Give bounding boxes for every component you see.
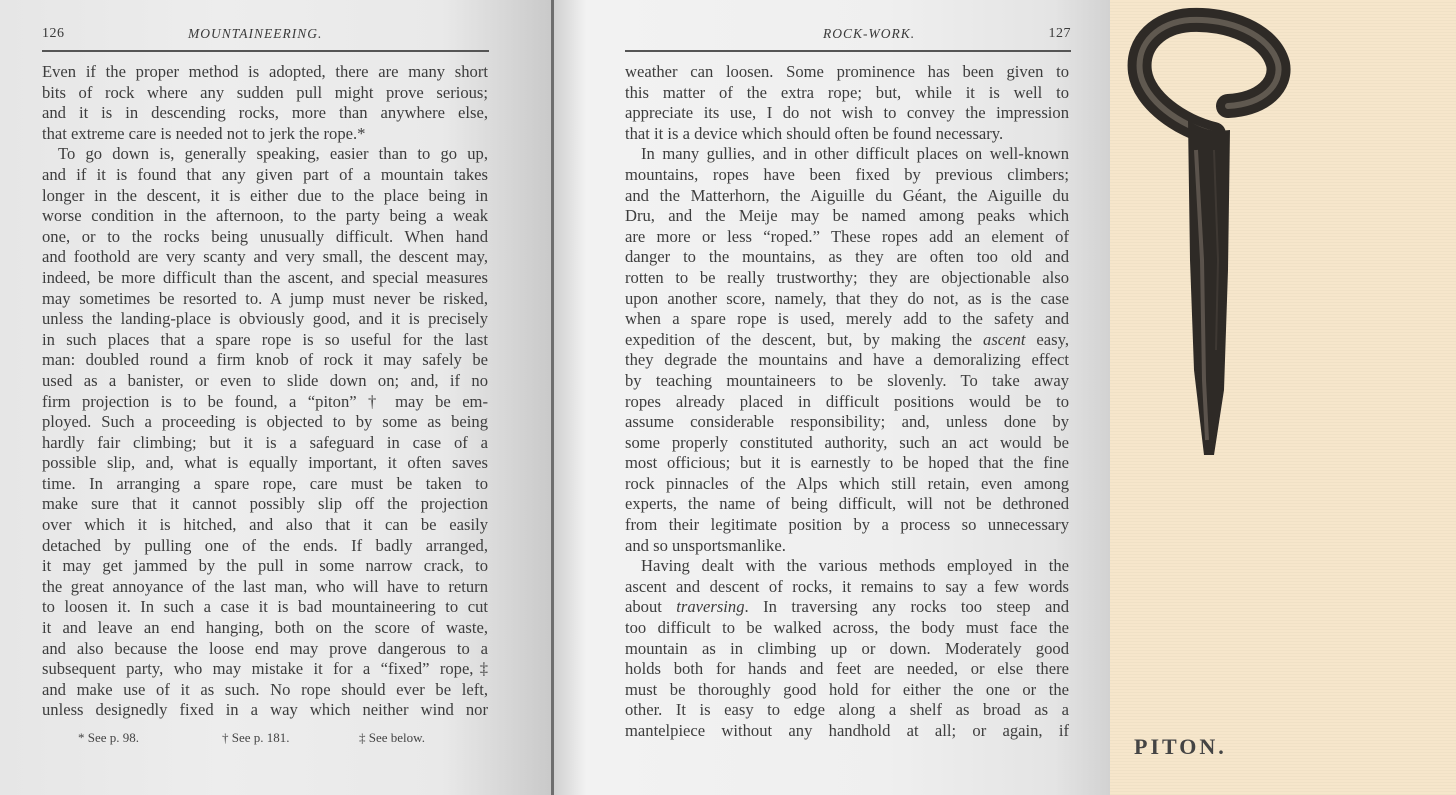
text-line: Having dealt with the various methods employed in the xyxy=(641,556,1069,576)
left-running-title: MOUNTAINEERING. xyxy=(188,26,323,41)
text-line: detached by pulling one of the ends. If badly arranged, xyxy=(42,535,488,555)
text-line: In many gullies, and in other difficult places on well-known xyxy=(641,144,1069,164)
text-line: and the Matterhorn, the Aiguille du Géant, the Aiguille du xyxy=(625,185,1069,205)
text-line: worse condition in the afternoon, to the party being a weak xyxy=(42,206,488,226)
text-line: and foothold are very scanty and very small, the descent may, xyxy=(42,247,488,267)
text-fragment: easy, xyxy=(1025,329,1069,349)
text-line: must be thoroughly good hold for either the one or the xyxy=(625,679,1069,699)
text-line: ropes already placed in difficult positions would be to xyxy=(625,391,1069,411)
italic-traversing: traversing xyxy=(676,597,745,617)
text-line: that it is a device which should often be found necessary. xyxy=(625,123,1004,143)
text-line: and if it is found that any given part of a mountain takes xyxy=(42,164,488,184)
book-gutter xyxy=(551,0,554,795)
text-line: bits of rock where any sudden pull might prove serious; xyxy=(42,82,488,102)
text-line: Even if the proper method is adopted, there are many short xyxy=(42,62,488,81)
text-line: used as a banister, or even to slide down on; and, if no xyxy=(42,370,488,390)
text-line: rotten to be really trustworthy; they are objectionable also xyxy=(625,267,1069,287)
right-running-head xyxy=(625,26,1071,46)
left-running-head xyxy=(42,26,489,46)
text-line: longer in the descent, it is either due to the place being in xyxy=(42,185,488,205)
text-line: may sometimes be resorted to. A jump must never be risked, xyxy=(42,288,488,308)
footnotes xyxy=(42,730,489,748)
right-header-rule xyxy=(625,50,1071,52)
text-line: make sure that it cannot possibly slip off the projection xyxy=(42,494,488,514)
text-line: over which it is hitched, and also that it can be easily xyxy=(42,515,488,535)
text-line: unless designedly fixed in a way which neither wind nor xyxy=(42,700,488,720)
text-line: Dru, and the Meije may be named among peaks which xyxy=(625,206,1069,226)
text-line: mountains, ropes have been fixed by previous climbers; xyxy=(625,164,1069,184)
left-header-rule xyxy=(42,50,489,52)
text-line: unless the landing-place is obviously good, and it is precisely xyxy=(42,309,488,329)
illustration-plate xyxy=(1110,0,1456,795)
text-line: subsequent party, who may mistake it for a “fixed” rope,‡ xyxy=(42,659,488,679)
italic-ascent: ascent xyxy=(983,329,1026,349)
text-fragment: about xyxy=(625,597,677,617)
right-page-number: 127 xyxy=(1048,26,1071,41)
text-line: by teaching mountaineers to be slovenly. To take away xyxy=(625,370,1069,390)
text-line: too difficult to be walked across, the body must face the xyxy=(625,618,1069,638)
text-line: when a spare rope is used, merely add to the safety and xyxy=(625,309,1069,329)
text-line: and it is in descending rocks, more than anywhere else, xyxy=(42,103,488,123)
plate-caption: PITON. xyxy=(1134,734,1227,759)
footnote-double-dagger: ‡ See below. xyxy=(359,730,425,745)
text-line: ascent and descent of rocks, it remains to say a few words xyxy=(625,576,1069,596)
piton-drawing-icon xyxy=(1110,0,1456,795)
text-fragment: expedition of the descent, but, by making the xyxy=(625,329,984,349)
text-line: and make use of it as such. No rope should ever be left, xyxy=(42,679,488,699)
text-line: experts, the name of being difficult, will not be dethroned xyxy=(625,494,1069,514)
text-line: danger to the mountains, as they are often too old and xyxy=(625,247,1069,267)
text-line: in such places that a spare rope is so useful for the last xyxy=(42,329,488,349)
text-line: and so unsportsmanlike. xyxy=(625,535,786,555)
text-line xyxy=(625,597,1069,618)
text-line: mountain as in climbing up or down. Moderately good xyxy=(625,638,1069,658)
left-body-text xyxy=(42,62,488,721)
text-line: appreciate its use, I do not wish to convey the impression xyxy=(625,103,1069,123)
text-line: hardly fair climbing; but it is a safeguard in case of a xyxy=(42,432,488,452)
text-line: time. In arranging a spare rope, care must be taken to xyxy=(42,473,488,493)
right-running-title: ROCK-WORK. xyxy=(823,26,916,41)
text-line: they degrade the mountains and have a demoralizing effect xyxy=(625,350,1069,370)
text-line: weather can loosen. Some prominence has been given to xyxy=(625,62,1069,81)
left-page-number: 126 xyxy=(42,26,65,41)
text-line: are more or less “roped.” These ropes add an element of xyxy=(625,226,1069,246)
text-line: some properly constituted authority, such an act would be xyxy=(625,432,1069,452)
text-line: it may get jammed by the pull in some narrow crack, to xyxy=(42,556,488,576)
text-line: assume considerable responsibility; and, unless done by xyxy=(625,412,1069,432)
footnote-dagger: † See p. 181. xyxy=(222,730,290,745)
text-line: that extreme care is needed not to jerk the rope.* xyxy=(42,123,366,143)
text-line: To go down is, generally speaking, easier than to go up, xyxy=(58,144,488,164)
text-line: firm projection is to be found, a “piton” † may be em- xyxy=(42,391,488,411)
text-line: this matter of the extra rope; but, while it is well to xyxy=(625,82,1069,102)
text-line: ployed. Such a proceeding is objected to by some as being xyxy=(42,412,488,432)
text-line: possible slip, and, what is equally important, it often saves xyxy=(42,453,488,473)
text-line: most officious; but it is earnestly to be hoped that the fine xyxy=(625,453,1069,473)
right-body-text xyxy=(625,62,1069,742)
text-line: it and leave an end hanging, both on the score of waste, xyxy=(42,618,488,638)
text-fragment: . In traversing any rocks too steep and xyxy=(744,597,1069,617)
text-line: rock pinnacles of the Alps which still retain, even among xyxy=(625,473,1069,493)
text-line: from their legitimate position by a process so unnecessary xyxy=(625,515,1069,535)
text-line: one, or to the rocks being unusually difficult. When hand xyxy=(42,226,488,246)
text-line: and also because the loose end may prove dangerous to a xyxy=(42,638,488,658)
text-line: holds both for hands and feet are needed, or else there xyxy=(625,659,1069,679)
text-line: upon another score, namely, that they do not, as is the case xyxy=(625,288,1069,308)
text-line: the great annoyance of the last man, who will have to return xyxy=(42,576,488,596)
text-line: other. It is easy to edge along a shelf as broad as a xyxy=(625,700,1069,720)
text-line: mantelpiece without any handhold at all; or again, if xyxy=(625,721,1069,740)
text-line: man: doubled round a firm knob of rock it may safely be xyxy=(42,350,488,370)
text-line: to loosen it. In such a case it is bad mountaineering to cut xyxy=(42,597,488,617)
text-line: indeed, be more difficult than the ascent, and special measures xyxy=(42,267,488,287)
text-line xyxy=(625,330,1069,351)
footnote-asterisk: * See p. 98. xyxy=(78,730,140,745)
